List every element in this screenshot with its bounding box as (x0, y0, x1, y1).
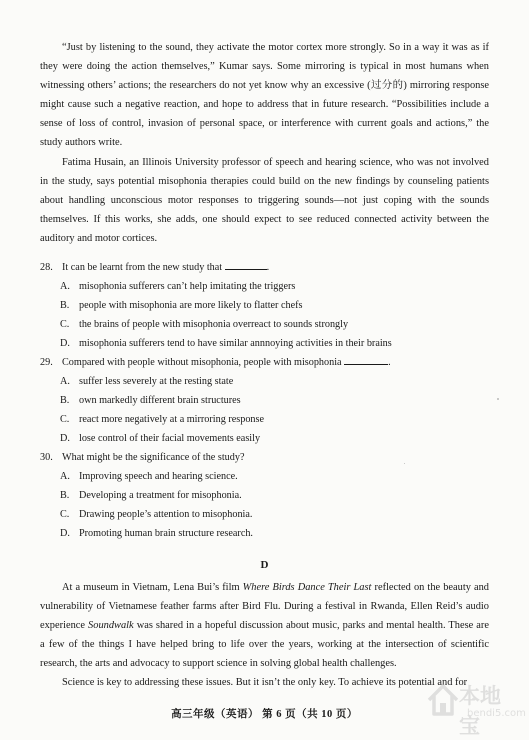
option-text: suffer less severely at the resting state (79, 376, 234, 387)
option-text: lose control of their facial movements easily (79, 433, 261, 444)
option-30-a (60, 467, 500, 486)
option-30-d (60, 524, 500, 543)
scan-speck (497, 398, 499, 400)
option-29-a (60, 372, 500, 391)
text-run: was shared in a hopeful discussion about music, parks and mental health. These are a few of the things I have helped bring to life over the years, working at the intersection of scientific research, the arts and advocacy to support science in solving global health challenges. (40, 620, 489, 669)
option-28-a (60, 277, 500, 296)
passage-c-paragraph-1: “Just by listening to the sound, they activate the motor cortex more strongly. So in a way it was as if they were doing the action themselves,” Kumar says. Some mirroring is typical in most humans when witnessing others’ actions; the researchers do not yet know why an excessive (过分的) mirroring response might cause such a negative reaction, and hope to address that in future research. “Possibilities include a sense of loss of control, invasion of personal space, or interference with current goals and actions,” the study authors write. (40, 42, 489, 148)
section-heading-d: D (260, 559, 269, 571)
scan-speck (404, 463, 405, 464)
question-end: . (266, 262, 270, 273)
option-28-b (60, 296, 500, 315)
watermark-url: bendi5.com (467, 708, 526, 719)
option-text: misophonia sufferers tend to have similar annnoying activities in their brains (79, 338, 392, 349)
question-stem: It can be learnt from the new study that (62, 262, 223, 273)
option-letter: A. (60, 281, 70, 292)
film-title: Where Birds Dance Their Last (242, 582, 372, 593)
option-30-c (60, 505, 500, 524)
option-text: Improving speech and hearing science. (79, 471, 238, 482)
question-number: 28. (40, 262, 53, 273)
option-letter: B. (60, 395, 70, 406)
question-number: 30. (40, 452, 53, 463)
answer-blank (225, 259, 267, 270)
question-number: 29. (40, 357, 53, 368)
option-29-c (60, 410, 500, 429)
text-run: reflected on the beauty and vulnerability of Vietnamese feather farms after Bird Flu. During a festival in Rwanda, Ellen Reid’s audio experience (40, 582, 490, 631)
passage-d (40, 578, 489, 692)
passage-c-paragraph-2: Fatima Husain, an Illinois University professor of speech and hearing science, who was not involved in the study, says potential misophonia therapies could build on the new findings by counseling patients about handling unconscious motor responses to triggering sounds—not just coping with the sounds themselves. If this works, she adds, one should expect to see reduced connected activity between the auditory and motor cortices. (40, 157, 489, 244)
option-letter: A. (60, 471, 70, 482)
option-text: Developing a treatment for misophonia. (79, 490, 242, 501)
answer-blank (344, 354, 388, 365)
question-stem: What might be the significance of the study? (62, 452, 245, 463)
option-letter: C. (60, 319, 70, 330)
option-29-d (60, 429, 500, 448)
question-end: . (388, 357, 391, 368)
question-30 (40, 448, 495, 467)
option-letter: D. (60, 338, 70, 349)
option-text: the brains of people with misophonia overreact to sounds strongly (79, 319, 349, 330)
watermark (425, 676, 526, 738)
option-text: own markedly different brain structures (79, 395, 241, 406)
question-stem: Compared with people without misophonia, people with misophonia (62, 357, 342, 368)
option-text: misophonia sufferers can’t help imitating the triggers (79, 281, 296, 292)
passage-c-continued (40, 38, 489, 248)
page-footer: 高三年级（英语） 第 6 页（共 10 页） (171, 709, 358, 720)
text-run: At a museum in Vietnam, Lena Bui’s film (62, 582, 243, 593)
option-letter: B. (60, 490, 70, 501)
option-letter: D. (60, 433, 70, 444)
audio-work-title: Soundwalk (88, 620, 134, 631)
house-logo-icon (425, 678, 461, 718)
option-text: Promoting human brain structure research. (79, 528, 253, 539)
option-29-b (60, 391, 500, 410)
watermark-chinese: 本地宝 (459, 684, 501, 738)
passage-d-paragraph-2: Science is key to addressing these issues. But it isn’t the only key. To achieve its potential and for (62, 677, 468, 688)
option-28-c (60, 315, 500, 334)
option-text: Drawing people’s attention to misophonia. (79, 509, 253, 520)
question-28 (40, 258, 495, 277)
question-29 (40, 353, 495, 372)
option-30-b (60, 486, 500, 505)
option-letter: A. (60, 376, 70, 387)
option-text: react more negatively at a mirroring response (79, 414, 264, 425)
option-letter: C. (60, 509, 70, 520)
option-letter: B. (60, 300, 70, 311)
option-28-d (60, 334, 500, 353)
option-letter: C. (60, 414, 70, 425)
option-letter: D. (60, 528, 70, 539)
option-text: people with misophonia are more likely to flatter chefs (79, 300, 303, 311)
passage-d-paragraph-1 (40, 578, 489, 673)
